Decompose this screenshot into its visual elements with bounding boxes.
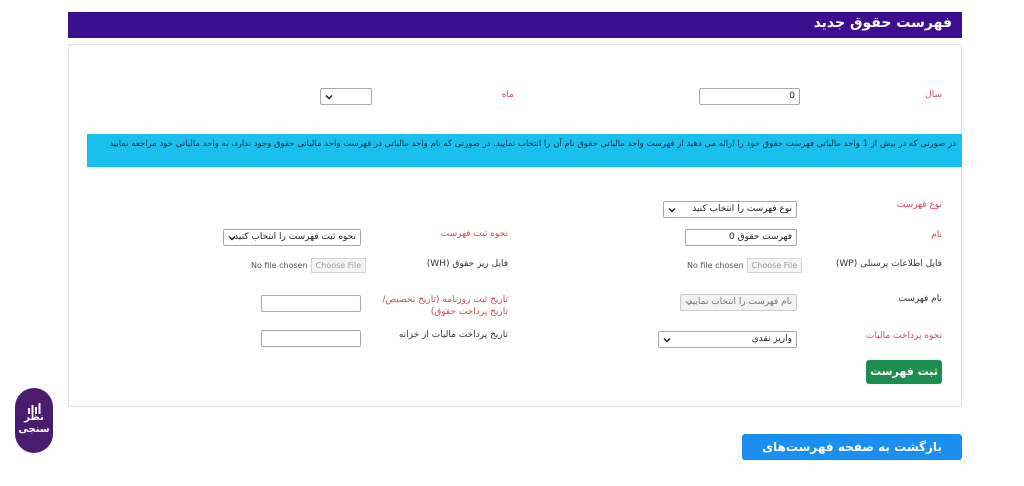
page-title: فهرست حقوق جدید: [813, 15, 952, 31]
month-label: ماه: [501, 90, 514, 100]
wh-file-input[interactable]: [251, 257, 361, 274]
register-method-label: نحوه ثبت فهرست: [440, 229, 508, 239]
register-method-select[interactable]: نحوه ثبت فهرست را انتخاب کنید: [223, 229, 361, 246]
wp-file-status: No file chosen: [687, 261, 744, 270]
journal-date-label: تاریخ ثبت روزنامه (تاریخ تخصیص/ تاریخ پرداخت حقوق): [382, 295, 508, 317]
wh-file-status: No file chosen: [251, 261, 308, 270]
name-input[interactable]: فهرست حقوق 0: [685, 229, 797, 246]
list-type-label: نوع فهرست: [896, 200, 942, 210]
chevron-down-icon: [662, 335, 672, 345]
wp-choose-file-button[interactable]: Choose File: [747, 258, 802, 273]
list-type-select[interactable]: نوع فهرست را انتخاب کنید: [663, 201, 797, 218]
tax-payment-method-select[interactable]: واریز نقدي: [658, 331, 797, 348]
treasury-date-input[interactable]: [261, 330, 361, 347]
bar-chart-icon: [15, 388, 53, 412]
wp-file-label: فایل اطلاعات پرسنلی (WP): [835, 259, 942, 269]
survey-label-line2: سنجی: [18, 424, 50, 435]
chevron-down-icon: [324, 92, 334, 102]
form-card: [68, 44, 962, 407]
survey-button[interactable]: [15, 388, 53, 453]
chevron-down-icon: [667, 205, 677, 215]
wh-choose-file-button[interactable]: Choose File: [311, 258, 366, 273]
wp-file-input[interactable]: [687, 257, 797, 274]
treasury-date-label: تاریخ پرداخت مالیات از خزانه: [398, 330, 508, 340]
wh-file-label: فایل ریز حقوق (WH): [426, 259, 508, 269]
journal-date-input[interactable]: [261, 295, 361, 312]
back-to-sent-lists-button[interactable]: بازگشت به صفحه فهرست‌های ارسالی: [742, 434, 962, 460]
list-name-select[interactable]: نام فهرست را انتخاب نمایید: [680, 294, 797, 311]
month-select[interactable]: [320, 88, 372, 105]
year-input[interactable]: 0: [699, 88, 800, 105]
tax-payment-method-label: نحوه پرداخت مالیات: [865, 331, 942, 341]
survey-label-line1: نظر: [24, 412, 44, 423]
info-banner: در صورتی که در بیش از 1 واحد مالیاتی فهرست حقوق خود را ارائه می دهید از فهرست واحد مالیاتی حقوق نام آن را انتخاب نمایید. در صورتی که نام واحد مالیاتی در فهرست واحد مالیاتی حقوق وجود ندارد، به واحد مالیاتی خود مراجعه نمایید: [87, 134, 962, 167]
submit-list-button[interactable]: ثبت فهرست: [866, 360, 942, 384]
page-header: [68, 12, 962, 38]
year-label: سال: [925, 90, 942, 100]
name-label: نام: [931, 230, 942, 240]
list-name-label: نام فهرست: [898, 294, 942, 304]
